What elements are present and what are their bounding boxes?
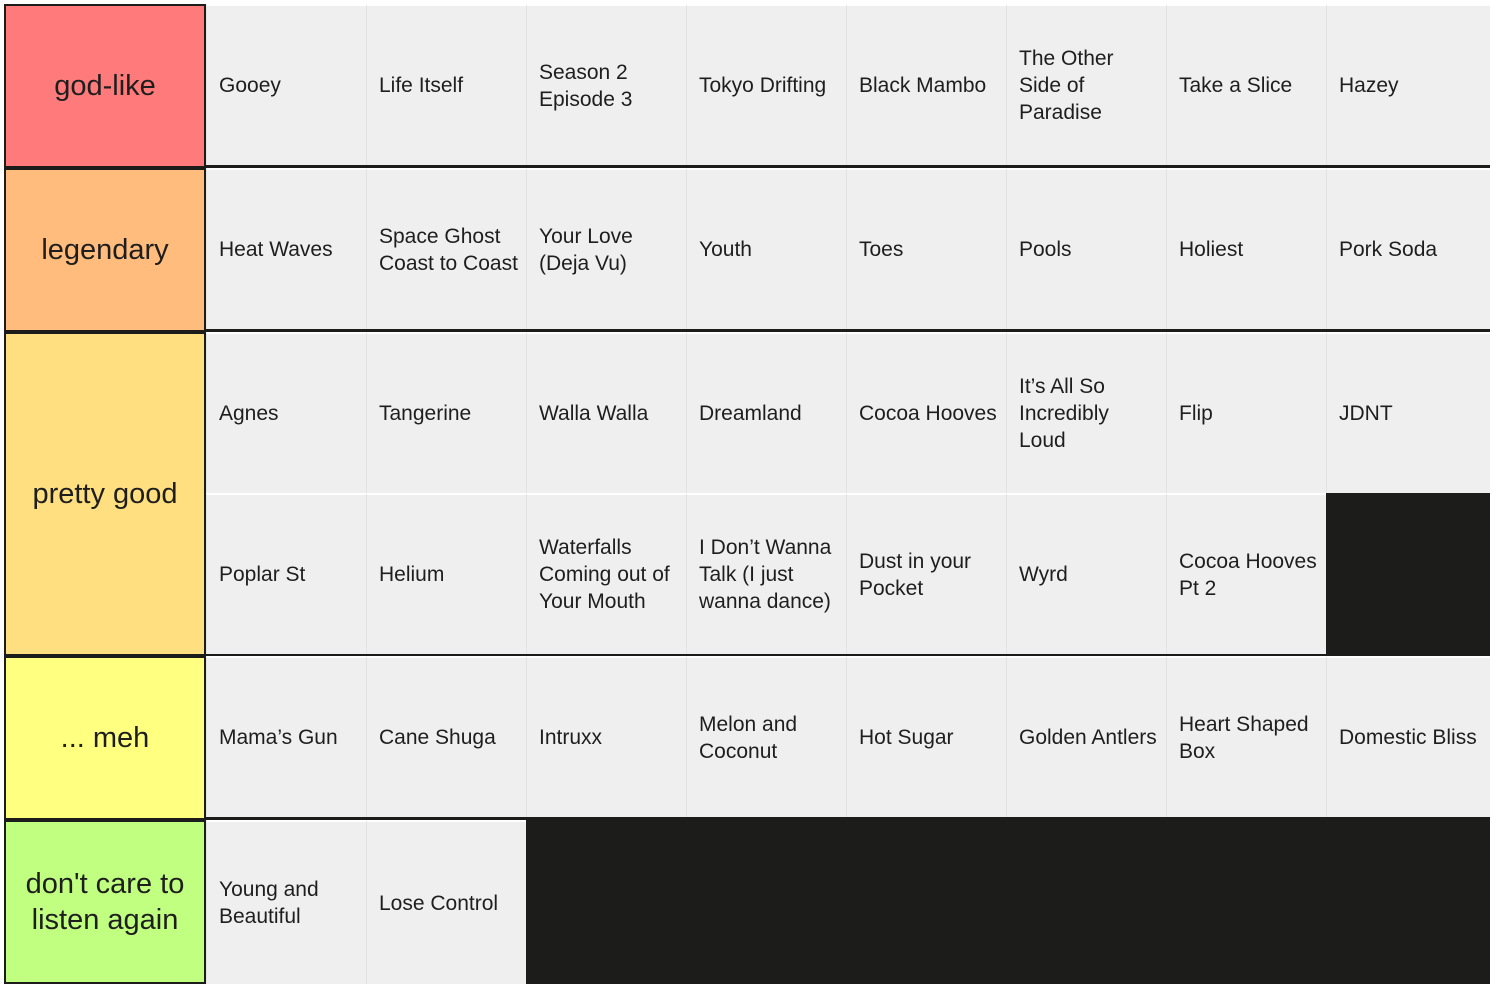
tier-item[interactable] [686, 493, 846, 654]
item-label: The Other Side of Paradise [1019, 47, 1114, 124]
item-label: Heart Shaped Box [1179, 712, 1309, 763]
tier-item[interactable] [1326, 332, 1490, 493]
item-label: Space Ghost Coast to Coast [379, 224, 518, 275]
item-label: Cocoa Hooves [859, 402, 997, 425]
tier-item[interactable] [526, 168, 686, 329]
tier-items [206, 4, 1490, 168]
item-label: Pools [1019, 238, 1072, 261]
item-label: Helium [379, 563, 445, 586]
tier-item[interactable] [366, 493, 526, 654]
tier-item[interactable] [1006, 4, 1166, 165]
item-label: Poplar St [219, 563, 306, 586]
item-label: Holiest [1179, 238, 1244, 261]
tier-list-board [4, 4, 1490, 984]
tier-item[interactable] [686, 332, 846, 493]
item-label: Walla Walla [539, 402, 649, 425]
tier-item[interactable] [846, 656, 1006, 817]
item-label: I Don’t Wanna Talk (I just wanna dance) [699, 536, 832, 613]
item-label: Youth [699, 238, 752, 261]
tier-row-god-like [4, 4, 1490, 168]
tier-row-dont-care [4, 820, 1490, 984]
item-label: Season 2 Episode 3 [539, 60, 633, 111]
item-label: Golden Antlers [1019, 726, 1157, 749]
tier-item[interactable] [686, 168, 846, 329]
tier-item[interactable] [1166, 168, 1326, 329]
item-label: Young and Beautiful [219, 878, 319, 928]
item-label: Toes [859, 238, 904, 261]
item-label: Tangerine [379, 402, 472, 425]
tier-item[interactable] [1166, 4, 1326, 165]
tier-item[interactable] [846, 493, 1006, 654]
item-label: Melon and Coconut [699, 712, 798, 763]
tier-row-pretty-good [4, 332, 1490, 656]
tier-item[interactable] [846, 332, 1006, 493]
item-label: Cocoa Hooves Pt 2 [1179, 549, 1317, 600]
tier-item[interactable] [366, 820, 526, 984]
tier-item[interactable] [686, 656, 846, 817]
tier-item[interactable] [526, 493, 686, 654]
item-label: Heat Waves [219, 238, 333, 261]
tier-item[interactable] [1006, 168, 1166, 329]
tier-label: don't care to listen again [4, 820, 206, 984]
tier-item[interactable] [1166, 332, 1326, 493]
tier-item[interactable] [206, 493, 366, 654]
tier-item[interactable] [1006, 656, 1166, 817]
tier-row-meh [4, 656, 1490, 820]
item-label: JDNT [1339, 402, 1393, 425]
item-label: Cane Shuga [379, 726, 496, 749]
item-label: Mama’s Gun [219, 726, 338, 749]
tier-item[interactable] [206, 656, 366, 817]
item-label: Lose Control [379, 891, 499, 915]
item-label: It’s All So Incredibly Loud [1019, 375, 1109, 452]
item-label: Gooey [219, 74, 281, 97]
tier-item[interactable] [846, 168, 1006, 329]
tier-item[interactable] [846, 4, 1006, 165]
tier-item[interactable] [366, 168, 526, 329]
tier-item[interactable] [206, 332, 366, 493]
item-label: Wyrd [1019, 563, 1068, 586]
tier-label: god-like [4, 4, 206, 168]
tier-item[interactable] [1166, 656, 1326, 817]
item-label: Your Love (Deja Vu) [539, 224, 633, 275]
tier-item[interactable] [1006, 493, 1166, 654]
tier-items [206, 820, 1490, 984]
item-label: Waterfalls Coming out of Your Mouth [539, 536, 670, 613]
tier-item[interactable] [1006, 332, 1166, 493]
tier-item[interactable] [526, 332, 686, 493]
item-label: Hot Sugar [859, 726, 954, 749]
item-label: Tokyo Drifting [699, 74, 827, 97]
item-label: Hazey [1339, 74, 1399, 97]
item-label: Dust in your Pocket [859, 549, 972, 600]
tier-items [206, 656, 1490, 820]
item-label: Intruxx [539, 726, 603, 749]
tier-item[interactable] [686, 4, 846, 165]
tier-item[interactable] [206, 820, 366, 984]
tier-item[interactable] [206, 168, 366, 329]
tier-item[interactable] [366, 656, 526, 817]
item-label: Agnes [219, 402, 279, 425]
tier-item[interactable] [366, 332, 526, 493]
item-label: Flip [1179, 402, 1213, 425]
tier-item[interactable] [1166, 493, 1326, 654]
tier-items [206, 168, 1490, 332]
item-label: Take a Slice [1179, 74, 1293, 97]
tier-label: legendary [4, 168, 206, 332]
item-label: Domestic Bliss [1339, 726, 1477, 749]
item-label: Black Mambo [859, 74, 987, 97]
tier-item[interactable] [526, 656, 686, 817]
tier-item[interactable] [366, 4, 526, 165]
tier-item[interactable] [1326, 4, 1490, 165]
tier-item[interactable] [1326, 656, 1490, 817]
item-label: Dreamland [699, 402, 802, 425]
tier-label: pretty good [4, 332, 206, 656]
tier-label: ... meh [4, 656, 206, 820]
tier-item[interactable] [206, 4, 366, 165]
tier-item[interactable] [1326, 168, 1490, 329]
item-label: Pork Soda [1339, 238, 1438, 261]
tier-item[interactable] [526, 4, 686, 165]
item-label: Life Itself [379, 74, 464, 97]
tier-items [206, 332, 1490, 656]
tier-row-legendary [4, 168, 1490, 332]
